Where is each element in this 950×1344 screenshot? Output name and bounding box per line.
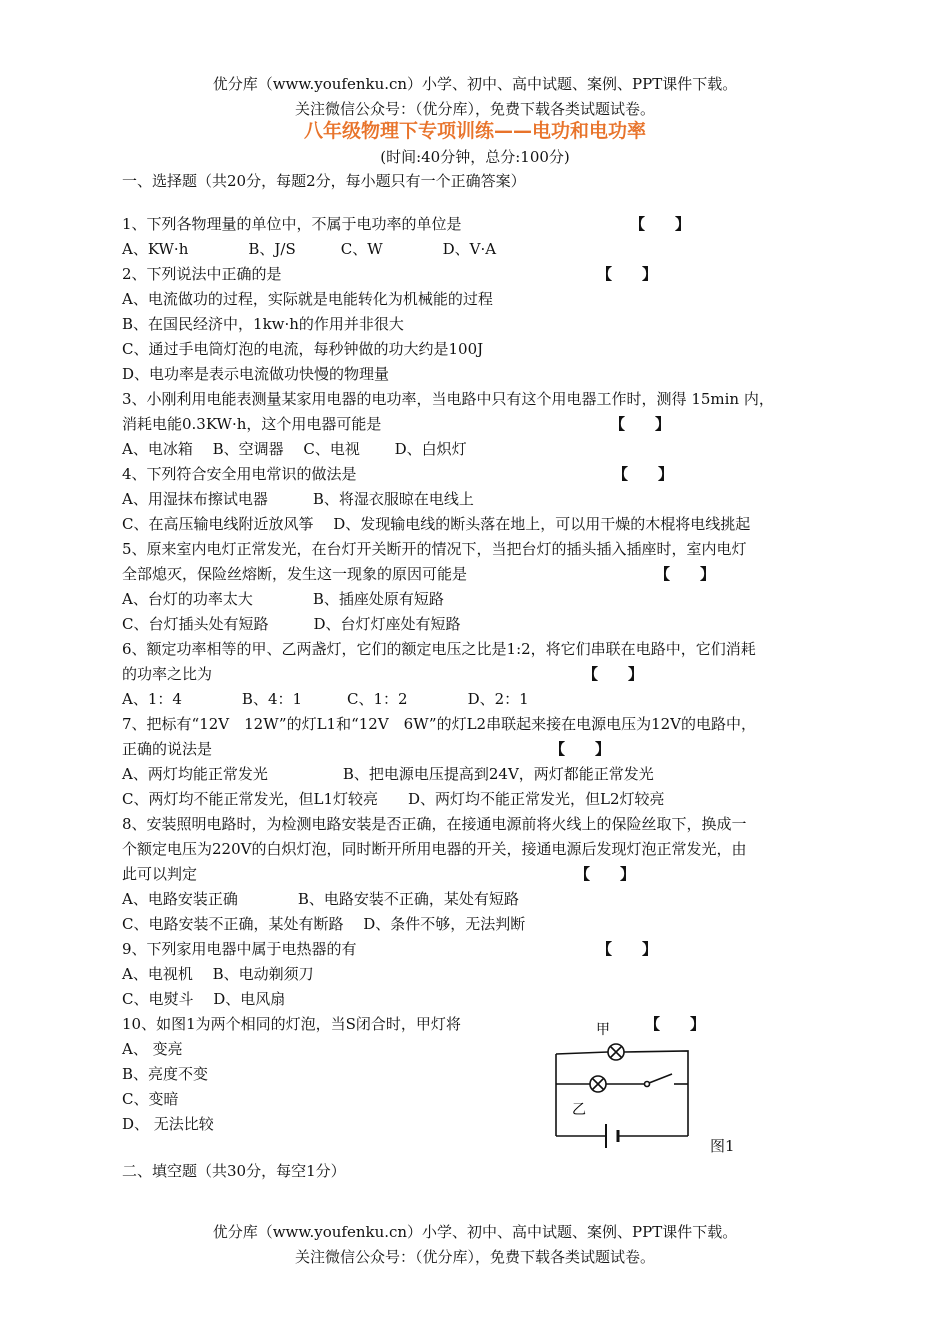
wire-top-left xyxy=(556,1052,608,1054)
question-1: 1、下列各物理量的单位中，不属于电功率的单位是 xyxy=(122,215,462,233)
question-8-options-ab: A、电路安装正确 B、电路安装不正确，某处有短路 xyxy=(122,890,519,908)
answer-bracket-4: 【 】 xyxy=(613,465,674,483)
question-10-option-b: B、亮度不变 xyxy=(122,1065,209,1083)
question-8-line-3: 此可以判定 xyxy=(122,865,198,883)
answer-bracket-6: 【 】 xyxy=(583,665,644,683)
question-5-line-2: 全部熄灭，保险丝熔断，发生这一现象的原因可能是 xyxy=(122,565,468,583)
section-heading-fill: 二、填空题（共30分，每空1分） xyxy=(122,1162,346,1180)
question-7-line-2: 正确的说法是 xyxy=(122,740,213,758)
question-2-option-d: D、电功率是表示电流做功快慢的物理量 xyxy=(122,365,390,383)
page-title: 八年级物理下专项训练——电功和电功率 xyxy=(303,120,646,142)
switch-s-icon xyxy=(649,1074,672,1083)
answer-bracket-3: 【 】 xyxy=(610,415,671,433)
question-2-option-a: A、电流做功的过程，实际就是电能转化为机械能的过程 xyxy=(122,290,493,308)
question-3-line-1: 3、小刚利用电能表测量某家用电器的电功率，当电路中只有这个用电器工作时，测得 15min 内， xyxy=(122,390,774,408)
footer-line-1: 优分库（www.youfenku.cn）小学、初中、高中试题、案例、PPT课件下载。 xyxy=(212,1223,738,1241)
question-4-options-ab: A、用湿抹布擦试电器 B、将湿衣服晾在电线上 xyxy=(122,490,474,508)
question-7-options-ab: A、两灯均能正常发光 B、把电源电压提高到24V，两灯都能正常发光 xyxy=(122,765,654,783)
question-5-options-cd: C、台灯插头处有短路 D、台灯灯座处有短路 xyxy=(122,615,461,633)
page-subtitle: (时间:40分钟，总分:100分) xyxy=(380,148,570,166)
figure-caption: 图1 xyxy=(710,1137,735,1155)
answer-bracket-1: 【 】 xyxy=(630,215,691,233)
question-3-options: A、电冰箱 B、空调器 C、电视 D、白炽灯 xyxy=(122,440,467,458)
question-6-line-2: 的功率之比为 xyxy=(122,665,213,683)
question-9-options-cd: C、电熨斗 D、电风扇 xyxy=(122,990,286,1008)
answer-bracket-5: 【 】 xyxy=(655,565,716,583)
answer-bracket-9: 【 】 xyxy=(597,940,658,958)
question-3-line-2: 消耗电能0.3KW·h，这个用电器可能是 xyxy=(122,415,382,433)
question-6-line-1: 6、额定功率相等的甲、乙两盏灯，它们的额定电压之比是1:2，将它们串联在电路中，它们消耗 xyxy=(122,640,756,658)
question-4-options-cd: C、在高压输电线附近放风筝 D、发现输电线的断头落在地上，可以用干燥的木棍将电线挑起 xyxy=(122,515,751,533)
answer-bracket-10: 【 】 xyxy=(645,1015,706,1033)
lamp-yi-label: 乙 xyxy=(572,1102,586,1118)
question-5-line-1: 5、原来室内电灯正常发光，在台灯开关断开的情况下，当把台灯的插头插入插座时，室内电灯 xyxy=(122,540,747,558)
answer-bracket-7: 【 】 xyxy=(550,740,611,758)
question-4: 4、下列符合安全用电常识的做法是 xyxy=(122,465,357,483)
header-line-1: 优分库（www.youfenku.cn）小学、初中、高中试题、案例、PPT课件下载。 xyxy=(212,75,738,93)
section-heading-choice: 一、选择题（共20分，每题2分，每小题只有一个正确答案） xyxy=(122,172,526,190)
lamp-jia-label: 甲 xyxy=(596,1022,610,1038)
question-7-line-1: 7、把标有“12V 12W”的灯L1和“12V 6W”的灯L2串联起来接在电源电压为12V的电路中， xyxy=(122,715,757,733)
question-9-options-ab: A、电视机 B、电动剃须刀 xyxy=(122,965,314,983)
footer-line-2: 关注微信公众号：（优分库），免费下载各类试题试卷。 xyxy=(294,1248,655,1266)
question-5-options-ab: A、台灯的功率太大 B、插座处原有短路 xyxy=(122,590,444,608)
question-7-options-cd: C、两灯均不能正常发光，但L1灯较亮 D、两灯均不能正常发光，但L2灯较亮 xyxy=(122,790,665,808)
question-1-options: A、KW·h B、J/S C、W D、V·A xyxy=(122,240,497,258)
wire-top-right xyxy=(624,1051,688,1136)
question-10-option-a: A、 变亮 xyxy=(122,1040,183,1058)
question-2-option-b: B、在国民经济中，1kw·h的作用并非很大 xyxy=(122,315,404,333)
question-8-line-1: 8、安装照明电路时，为检测电路安装是否正确，在接通电源前将火线上的保险丝取下，换成一 xyxy=(122,815,747,833)
question-6-options: A、1：4 B、4：1 C、1：2 D、2：1 xyxy=(122,690,529,708)
question-10-option-c: C、变暗 xyxy=(122,1090,179,1108)
question-10-option-d: D、 无法比较 xyxy=(122,1115,214,1133)
question-8-options-cd: C、电路安装不正确，某处有断路 D、条件不够，无法判断 xyxy=(122,915,526,933)
header-line-2: 关注微信公众号：（优分库），免费下载各类试题试卷。 xyxy=(294,100,655,118)
question-2: 2、下列说法中正确的是 xyxy=(122,265,282,283)
question-9: 9、下列家用电器中属于电热器的有 xyxy=(122,940,357,958)
question-10: 10、如图1为两个相同的灯泡，当S闭合时，甲灯将 xyxy=(122,1015,461,1033)
question-2-option-c: C、通过手电筒灯泡的电流，每秒钟做的功大约是100J xyxy=(122,340,484,358)
answer-bracket-2: 【 】 xyxy=(597,265,658,283)
question-8-line-2: 个额定电压为220V的白炽灯泡，同时断开所用电器的开关，接通电源后发现灯泡正常发光，由 xyxy=(122,840,747,858)
circuit-diagram xyxy=(548,1018,698,1148)
answer-bracket-8: 【 】 xyxy=(575,865,636,883)
